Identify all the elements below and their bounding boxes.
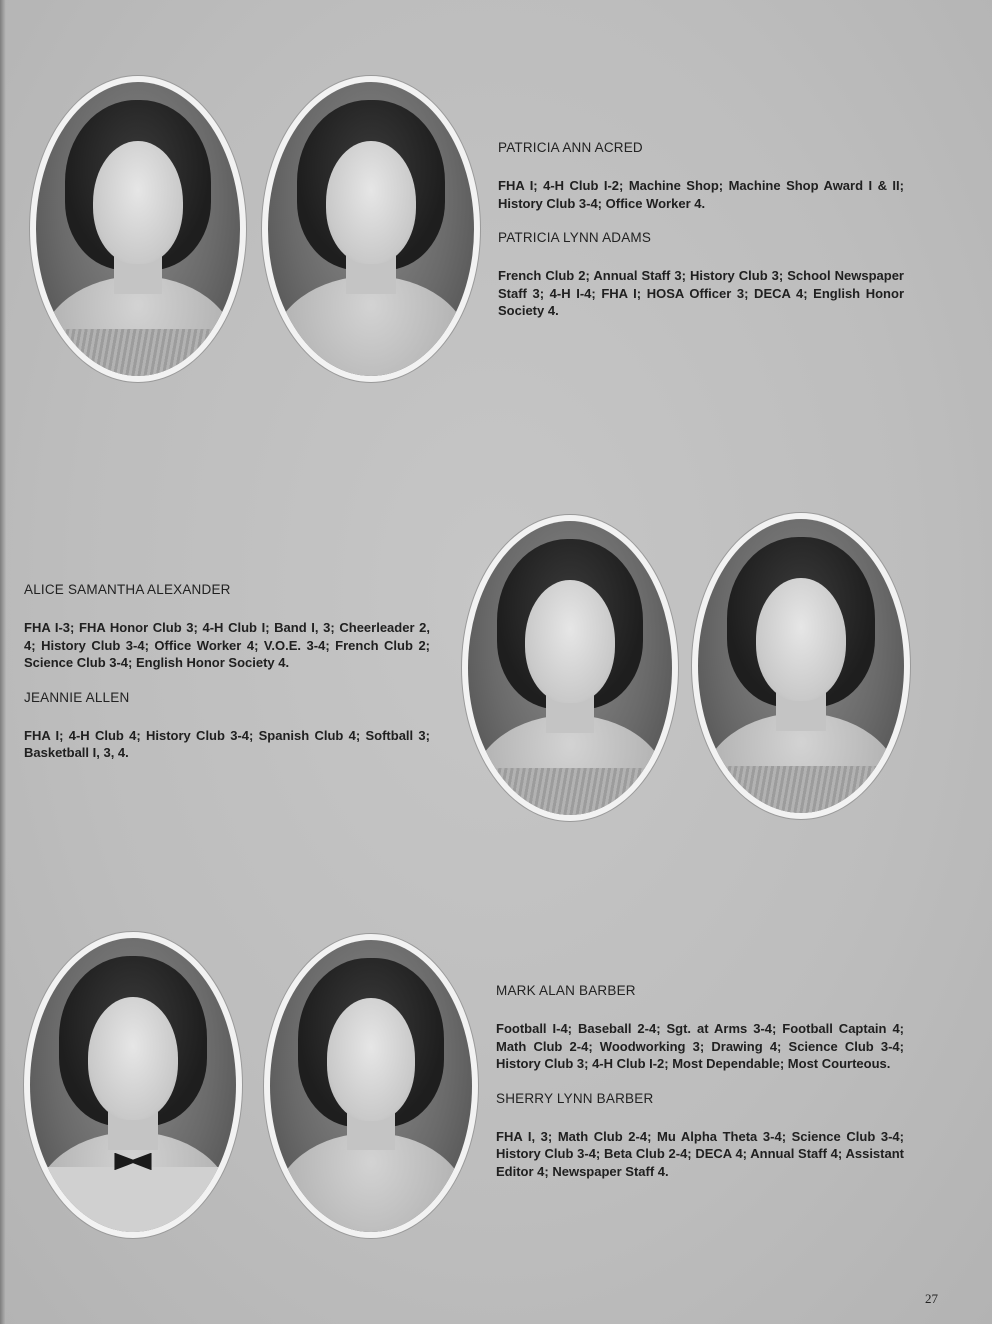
student-name: ALICE SAMANTHA ALEXANDER <box>24 582 231 597</box>
portrait-sherry-lynn-barber <box>264 934 478 1238</box>
student-activities: FHA I; 4-H Club I-2; Machine Shop; Machine Shop Award I & II; History Club 3-4; Office Worker 4. <box>498 178 904 211</box>
text-block-row-3 <box>496 983 904 1198</box>
portrait-patricia-lynn-adams <box>262 76 480 382</box>
student-name: SHERRY LYNN BARBER <box>496 1090 654 1106</box>
portrait-alice-samantha-alexander <box>462 515 678 821</box>
student-name: MARK ALAN BARBER <box>496 983 636 998</box>
student-activities: French Club 2; Annual Staff 3; History Club 3; School Newspaper Staff 3; 4-H I-4; FHA I; HOSA Officer 3; DECA 4; English Honor Society 4. <box>498 268 904 318</box>
portrait-mark-alan-barber <box>24 932 242 1238</box>
page-gutter <box>0 0 6 1324</box>
student-activities: Football I-4; Baseball 2-4; Sgt. at Arms 3-4; Football Captain 4; Math Club 2-4; Woodworking 3; Drawing 4; Science Club 3-4; History Club 3; 4-H Club I-2; Most Dependable; Most Courteous. <box>496 1021 904 1071</box>
student-activities: FHA I; 4-H Club 4; History Club 3-4; Spanish Club 4; Softball 3; Basketball I, 3, 4. <box>24 727 430 760</box>
student-activities: FHA I-3; FHA Honor Club 3; 4-H Club I; Band I, 3; Cheerleader 2, 4; History Club 3-4; Office Worker 4; V.O.E. 3-4; French Club 2; Science Club 3-4; English Honor Society 4. <box>24 620 430 670</box>
text-block-row-1 <box>498 140 904 338</box>
page-number: 27 <box>925 1291 938 1306</box>
student-activities: FHA I, 3; Math Club 2-4; Mu Alpha Theta 3-4; Science Club 3-4; History Club 3-4; Beta Club 2-4; DECA 4; Annual Staff 4; Assistant Editor 4; Newspaper Staff 4. <box>496 1128 904 1179</box>
text-block-row-2 <box>24 582 430 780</box>
portrait-patricia-ann-acred <box>30 76 246 382</box>
student-name: PATRICIA ANN ACRED <box>498 140 643 155</box>
portrait-jeannie-allen <box>692 513 910 819</box>
student-name: PATRICIA LYNN ADAMS <box>498 230 652 245</box>
student-name: JEANNIE ALLEN <box>24 689 130 705</box>
